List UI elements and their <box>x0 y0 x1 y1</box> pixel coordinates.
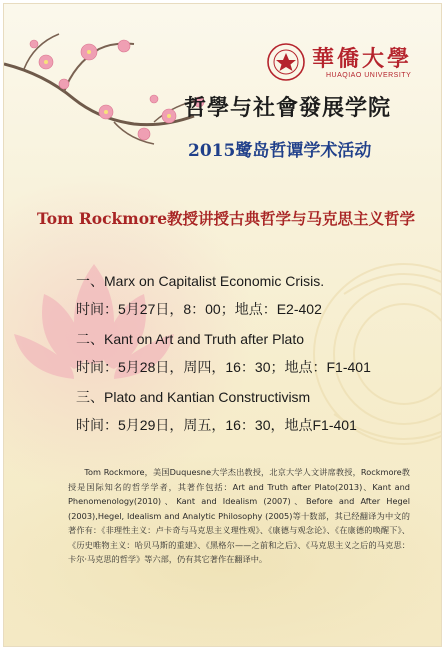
talk-title: 一、Marx on Capitalist Economic Crisis. <box>76 273 325 289</box>
speaker-bio: Tom Rockmore，美国Duquesne大学杰出教授，北京大学人文讲席教授，Rockmore教授是国际知名的哲学学者，其著作包括：Art and Truth after Plato(2013)、Kant and Phenomenology(2010)、Kant and Idealism (2007)、Before and After Hegel (2003),Hegel, Idealism and Analytic Philosophy (2005)等十数部，其已经翻译为中文的著作有：《非理性主义：卢卡奇与马克思主义理性观》、《康德与观念论》、《在康德的唤醒下》、《历史唯物主义：哈贝马斯的重建》、《黑格尔——之前和之后》、《马克思主义之后的马克思：卡尔·马克思的哲学》等六部，仍有其它著作在翻译中。 <box>68 467 410 564</box>
university-name-en: HUAQIAO UNIVERSITY <box>326 72 412 79</box>
poster <box>3 3 442 647</box>
talk-item <box>76 330 371 376</box>
talk-time: 时间：5月29日，周五，16：30，地点F1-401 <box>76 417 357 433</box>
university-seal-icon <box>266 42 306 82</box>
lecture-title: Tom Rockmore教授讲授古典哲学与马克思主义哲学 <box>37 209 416 228</box>
university-logo <box>266 40 436 88</box>
talk-title: 三、Plato and Kantian Constructivism <box>76 389 311 405</box>
plum-branch <box>4 34 204 144</box>
event-title: 2015鹭岛哲谭学术活动 <box>188 141 372 161</box>
talk-time: 时间：5月27日，8：00；地点：E2-402 <box>76 301 322 317</box>
institute-name: 哲學与社會發展学院 <box>184 95 392 121</box>
university-name-cn: 華僑大學 <box>312 46 413 72</box>
talk-time: 时间：5月28日，周四，16：30；地点：F1-401 <box>76 359 371 375</box>
talk-item <box>76 272 324 318</box>
talk-item <box>76 388 357 434</box>
talk-title: 二、Kant on Art and Truth after Plato <box>76 331 305 347</box>
